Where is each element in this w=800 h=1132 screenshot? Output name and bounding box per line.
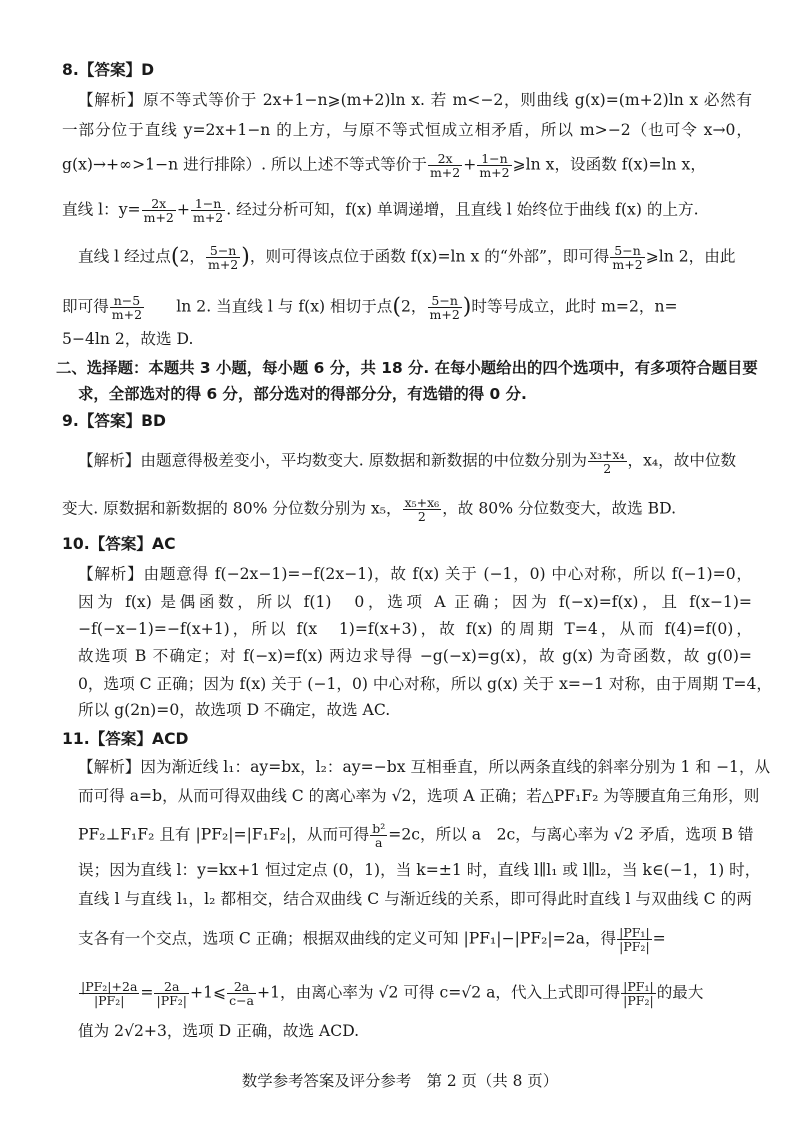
- fraction: $\frac{5-n}{m+2}$: [207, 243, 239, 272]
- q10-line-1: 【解析】由题意得 f(−2x−1)=−f(2x−1)，故 f(x) 关于 (−1，0) 中心对称，所以 f(−1)=0，: [78, 565, 752, 583]
- fraction: $\frac{\text{b²}}{a}$: [372, 821, 386, 850]
- q8-line-6: 即可得 $\frac{n-5}{m+2}$ ln 2. 当直线 l 与 f(x) 相切于点(2， $\frac{5-n}{m+2}$ )时等号成立，此时 m=2，n=: [62, 293, 678, 322]
- fraction: $\frac{\text{|PF₁|}}{\text{|PF₂|}}$: [619, 925, 650, 954]
- fraction: $\frac{2x}{m+2}$: [429, 151, 461, 180]
- fraction: $\frac{2a}{c-a}$: [229, 979, 255, 1008]
- q8-line-5: 直线 l 经过点(2， $\frac{5-n}{m+2}$ )，则可得该点位于函数 f(x)=ln x 的“外部”，即可得 $\frac{5-n}{m+2}$ ⩾ln 2，由此: [78, 243, 736, 272]
- q9-answer: 9.【答案】BD: [62, 412, 166, 430]
- fraction: $\frac{n-5}{m+2}$: [111, 293, 143, 322]
- q11-answer: 11.【答案】ACD: [62, 730, 189, 748]
- fraction: $\frac{\text{x₅+x₆}}{2}$: [404, 495, 440, 524]
- fraction: $\frac{2a}{\text{|PF₂|}}$: [156, 979, 188, 1008]
- q10-line-3: −f(−x−1)=−f(x+1)，所以 f(x 1)=f(x+3)，故 f(x) 的周期 T=4，从而 f(4)=f(0)，: [78, 620, 752, 638]
- q11-line-4: 误；因为直线 l：y=kx+1 恒过定点 (0，1)，当 k=±1 时，直线 l∥l₁ 或 l∥l₂，当 k∈(−1，1) 时，: [78, 861, 761, 879]
- q8-line-3: g(x)→+∞>1−n 进行排除）. 所以上述不等式等价于 $\frac{2x}{m+2}$ + $\frac{1-n}{m+2}$ ⩾ln x，设函数 f(x)=ln x，: [62, 151, 706, 180]
- page-footer: 数学参考答案及评分参考 第 2 页（共 8 页）: [241, 1072, 559, 1090]
- q10-line-5: 0，选项 C 正确；因为 f(x) 关于 (−1，0) 中心对称，所以 g(x) 关于 x=−1 对称，由于周期 T=4，: [78, 675, 772, 693]
- q11-line-2: 而可得 a=b，从而可得双曲线 C 的离心率为 √2，选项 A 正确；若△PF₁F₂ 为等腰直角三角形，则: [78, 787, 760, 805]
- fraction: $\frac{\text{|PF₁|}}{\text{|PF₂|}}$: [623, 979, 654, 1008]
- q11-line-7: $\frac{\text{|PF₂|+2a}}{\text{|PF₂|}}$ = $\frac{2a}{\text{|PF₂|}}$ +1⩽ $\frac{2a}{c-a}$ +1，由离心率为 √2 可得 c=√2 a，代入上式即可得 $\frac{\text{|PF₁|}}{\text{|PF₂|}}$ 的最大: [81, 979, 704, 1008]
- fraction: $\frac{1-n}{m+2}$: [192, 196, 224, 225]
- fraction: $\frac{\text{x₃+x₄}}{2}$: [589, 447, 625, 476]
- q9-line-2: 变大. 原数据和新数据的 80% 分位数分别为 x₅， $\frac{\text{x₅+x₆}}{2}$ ，故 80% 分位数变大，故选 BD.: [62, 495, 677, 524]
- q11-line-5: 直线 l 与直线 l₁，l₂ 都相交，结合双曲线 C 与渐近线的关系，即可得此时直线 l 与双曲线 C 的两: [78, 890, 752, 908]
- q11-line-1: 【解析】因为渐近线 l₁：ay=bx，l₂：ay=−bx 互相垂直，所以两条直线的斜率分别为 1 和 −1，从: [78, 758, 771, 776]
- q10-line-6: 所以 g(2n)=0，故选项 D 不确定，故选 AC.: [78, 701, 391, 719]
- q8-line-4: 直线 l：y= $\frac{2x}{m+2}$ + $\frac{1-n}{m+2}$ . 经过分析可知，f(x) 单调递增，且直线 l 始终位于曲线 f(x) 的上方.: [62, 196, 699, 225]
- section-2-heading: 二、选择题：本题共 3 小题，每小题 6 分，共 18 分. 在每小题给出的四个选项中，有多项符合题目要: [56, 359, 758, 377]
- q11-line-3: PF₂⊥F₁F₂ 且有 |PF₂|=|F₁F₂|，从而可得 $\frac{\text{b²}}{a}$ =2c，所以 a 2c，与离心率为 √2 矛盾，选项 B 错: [78, 821, 754, 850]
- q10-answer: 10.【答案】AC: [62, 535, 176, 553]
- fraction: $\frac{1-n}{m+2}$: [479, 151, 510, 180]
- fraction: $\frac{2x}{m+2}$: [143, 196, 174, 225]
- section-2-heading-cont: 求，全部选对的得 6 分，部分选对的得部分分，有选错的得 0 分.: [78, 385, 527, 403]
- fraction: $\frac{5-n}{m+2}$: [429, 293, 460, 322]
- fraction: $\frac{5-n}{m+2}$: [612, 243, 643, 272]
- q11-line-6: 支各有一个交点，选项 C 正确；根据双曲线的定义可知 |PF₁|−|PF₂|=2a，得 $\frac{\text{|PF₁|}}{\text{|PF₂|}}$ =: [78, 925, 666, 954]
- q8-line-2: 一部分位于直线 y=2x+1−n 的上方，与原不等式恒成立相矛盾，所以 m>−2（也可令 x→0，: [62, 121, 752, 139]
- q8-line-7: 5−4ln 2，故选 D.: [62, 330, 194, 348]
- fraction: $\frac{\text{|PF₂|+2a}}{\text{|PF₂|}}$: [81, 979, 138, 1008]
- q10-line-4: 故选项 B 不确定；对 f(−x)=f(x) 两边求导得 −g(−x)=g(x)，故 g(x) 为奇函数，故 g(0)=: [78, 647, 752, 665]
- q11-line-8: 值为 2√2+3，选项 D 正确，故选 ACD.: [78, 1022, 360, 1040]
- q10-line-2: 因为 f(x) 是偶函数，所以 f(1) 0，选项 A 正确；因为 f(−x)=f(x)，且 f(x−1)=: [78, 593, 752, 611]
- q8-line-1: 【解析】原不等式等价于 2x+1−n⩾(m+2)ln x. 若 m<−2，则曲线 g(x)=(m+2)ln x 必然有: [78, 91, 752, 109]
- q9-line-1: 【解析】由题意得极差变小，平均数变大. 原数据和新数据的中位数分别为 $\frac{\text{x₃+x₄}}{2}$ ，x₄，故中位数: [78, 447, 737, 476]
- q8-answer: 8.【答案】D: [62, 61, 155, 79]
